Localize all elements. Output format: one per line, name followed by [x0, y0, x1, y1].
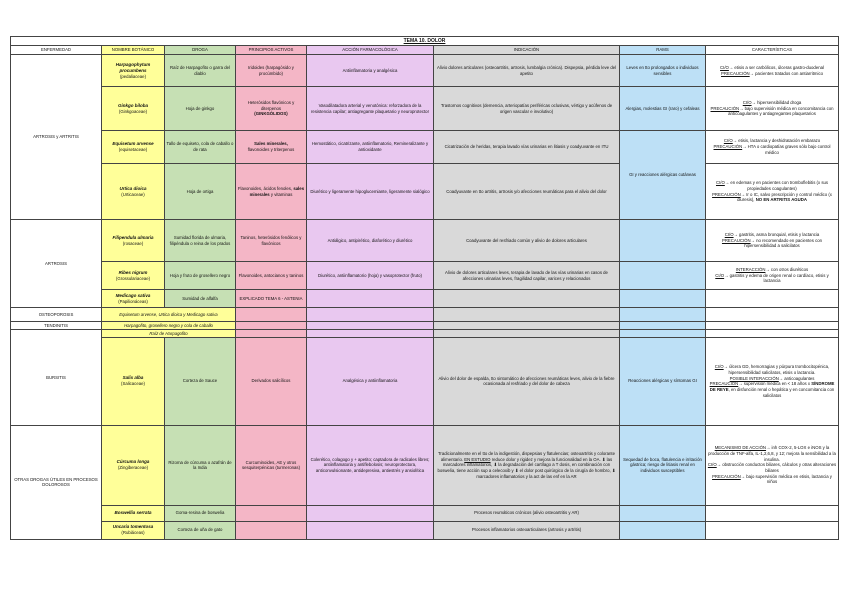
- principios-cell: [236, 505, 307, 521]
- botanical-name-cell: [102, 131, 165, 164]
- principios-cell: [236, 521, 307, 539]
- principios-cell: Taninos, heterósidos fenólicos y flavónicos: [236, 220, 307, 262]
- caracteristicas-cell: [706, 425, 839, 505]
- table-row: [11, 164, 839, 220]
- accion-cell: [307, 330, 434, 338]
- family-name: (Ginkgoaceae): [118, 108, 148, 114]
- car-text: → gastritis, asma bronquial, etisis y lactancia: [733, 231, 820, 237]
- principios-highlight: (GINKGÓLIDOS): [254, 111, 288, 117]
- family-name: (Rubiáceas): [121, 530, 145, 536]
- accion-cell: Antiinflamatoria y analgésica: [307, 55, 434, 87]
- species-name: Boswellia serrata: [114, 510, 152, 516]
- rams-cell: [620, 290, 706, 308]
- botanical-name-cell: [102, 55, 165, 87]
- car-text: → no recomendado en pacientes con hipersensibilidad a salicilatos: [744, 237, 823, 249]
- header-accion: ACCIÓN FARMACOLÓGICA: [307, 46, 434, 55]
- droga-cell: Tallo de equiseto, cola de caballo o de rata: [165, 131, 236, 164]
- header-principios-activos: PRINCIPIOS ACTIVOS: [236, 46, 307, 55]
- species-name: Salix alba: [122, 375, 144, 381]
- principios-cell: Curcuminoides, AE y otros sesquiterpénicas (turmeronas): [236, 425, 307, 505]
- car-text: → pacientes tratados con antiarritmico: [749, 70, 823, 76]
- warning-text: NO EN ARTRITIS AGUDA: [755, 197, 807, 203]
- table-row: [11, 290, 839, 308]
- estudio-label: EN ESTUDIO: [464, 456, 491, 462]
- table-row: [11, 131, 839, 164]
- indicacion-cell: Alivio dolores articulares (osteoartritis, artrosis, lumbalgia crónica). Dispepsia, pérdida leve del apetito: [434, 55, 620, 87]
- indicacion-cell: [434, 425, 620, 505]
- droga-cell: Sumidad de alfalfa: [165, 290, 236, 308]
- species-name: Harpagophytum procumbens: [115, 61, 151, 73]
- rams-cell: Reacciones alérgicas y síntomas GI: [620, 337, 706, 425]
- warning-text: SÍNDROME DE REYE: [709, 381, 835, 392]
- indicacion-cell: [434, 322, 620, 330]
- family-name: (Grossulariaceae): [115, 275, 151, 281]
- accion-cell: [307, 308, 434, 322]
- caracteristicas-cell: [706, 290, 839, 308]
- accion-cell: Colerético, colagogo y + apetito; captadora de radicales libres; antiinflamatoria y antiflebolosis; neuroprotectora, anticonvulsionante, antidepresiva, antiestrés y ansiolítica: [307, 425, 434, 505]
- rams-cell: [620, 521, 706, 539]
- rams-cell: [620, 330, 706, 338]
- principios-cell: Iridoides (harpagósido y procúmbido): [236, 55, 307, 87]
- group-osteoporosis: OSTEOPOROSIS: [11, 308, 102, 322]
- car-text: → bajo supervisión médica en concomitancia con anticoagulantes y antiagregantes plaquetarios: [728, 105, 834, 117]
- rams-cell: GI y reacciones alérgicas cutáneas: [620, 131, 706, 220]
- precaucion-label: PRECAUCIÓN: [721, 70, 750, 76]
- table-row: [11, 521, 839, 539]
- principios-highlight: Sales minerales,: [254, 141, 288, 147]
- principios-cell: [236, 131, 307, 164]
- rams-cell: Sequedad de boca, flatulencia e irritación gástrica; riesgo de litiasis renal en individuos susceptibles: [620, 425, 706, 505]
- dolor-table: [10, 36, 839, 540]
- family-name: (pedaliaceae): [119, 73, 147, 79]
- indicacion-cell: Procesos inflamatorios osteoarticulares (artrosis y artritis): [434, 521, 620, 539]
- rams-cell: [620, 308, 706, 322]
- header-droga: DROGA: [165, 46, 236, 55]
- precaucion-label: PRECAUCIÓN: [710, 105, 740, 111]
- header-enfermedad: ENFERMEDAD: [11, 46, 102, 55]
- droga-cell: Hoja y fruto de grosellero negro: [165, 262, 236, 290]
- accion-cell: [307, 322, 434, 330]
- precaucion-label: PRECAUCIÓN: [712, 473, 741, 479]
- tendinitis-plants: Harpagofito, grosellero negro y cola de caballo: [102, 322, 236, 330]
- table-row: [11, 505, 839, 521]
- car-text: → con otros diuréticos: [765, 266, 809, 272]
- caracteristicas-cell: [706, 330, 839, 338]
- interaccion-label: INTERACCIÓN: [735, 266, 766, 272]
- principios-cell: [236, 308, 307, 322]
- car-text: → supervisión médica en < 18 años x: [738, 381, 811, 387]
- botanical-name-cell: [102, 262, 165, 290]
- botanical-name-cell: [102, 220, 165, 262]
- botanical-name-cell: [102, 521, 165, 539]
- principios-cell: [236, 87, 307, 131]
- ci-label: CI/O: [707, 462, 717, 468]
- species-name: Uncaria tomentosa: [112, 524, 154, 530]
- indicacion-cell: Cicatrización de heridas, terapia lavado vías urinarias en litiasis y coadyuvante en ITU: [434, 131, 620, 164]
- car-text: → HTA o cardiopatías graves sólo bajo control médico: [742, 144, 831, 155]
- species-name: Ginkgo biloba: [118, 102, 148, 108]
- family-name: (Urticaceae): [121, 191, 145, 197]
- bursitis-plants: Raíz de Harpagofito: [102, 330, 236, 338]
- accion-cell: [307, 290, 434, 308]
- header-row: [11, 46, 839, 55]
- table-row: [11, 262, 839, 290]
- principios-text: Flavonoides, ácidos fenoles,: [237, 185, 293, 191]
- car-text: → Ir o IC, salvo prescripción y control médico (x diuresis),: [737, 191, 832, 203]
- header-rams: RAMS: [620, 46, 706, 55]
- accion-cell: Antiálgico, antipirético, diaforético y diurético: [307, 220, 434, 262]
- table-row: [11, 425, 839, 505]
- caracteristicas-cell: [706, 87, 839, 131]
- interaccion-label: POSIBLE INTERACCIÓN: [729, 375, 779, 381]
- indicacion-cell: [434, 290, 620, 308]
- indicacion-cell: Alivio de dolores articulares leves, terapia de lavado de las vías urinarias en casos de afecciones urinarias leves, fragilidad capilar, varices y relacionados: [434, 262, 620, 290]
- caracteristicas-cell: [706, 308, 839, 322]
- car-text: → bajo supervisión médica en etisis, lactancia y niños: [740, 473, 832, 485]
- family-name: (Salicaceae): [121, 381, 145, 387]
- accion-cell: Vasodilatadora arterial y venotónica: reforzadora de la resistencia capilar; antiagregante plaquetario y neuroprotector: [307, 87, 434, 131]
- precaucion-label: PRECAUCIÓN: [721, 237, 751, 243]
- accion-cell: [307, 521, 434, 539]
- family-name: (Zingiberaceae): [117, 465, 149, 471]
- ci-label: CI/O: [724, 231, 734, 237]
- species-name: Cúrcuma longa: [116, 459, 150, 465]
- droga-cell: Sumidad florida de ulmaria, filipéndula o reina de los prados: [165, 220, 236, 262]
- ci-label: CI/O: [742, 99, 752, 105]
- car-text: → inh COX-2, 5-LOX e iNOS y la producción de TNF-alfa, IL-1,2,6,8, y 12; mejora la sensibilidad a la insulina.: [708, 445, 836, 462]
- principios-cell: [236, 330, 307, 338]
- header-caracteristicas: CARACTERÍSTICAS: [706, 46, 839, 55]
- header-indicacion: INDICACIÓN: [434, 46, 620, 55]
- ci-label: CI/O: [715, 272, 725, 278]
- indicacion-cell: Procesos reumáticos crónicos (alivio osteoartritis y AR): [434, 505, 620, 521]
- caracteristicas-cell: [706, 131, 839, 164]
- droga-cell: Corteza de Sauce: [165, 337, 236, 425]
- precaucion-label: PRECAUCIÓN: [713, 144, 743, 150]
- indicacion-cell: Alivio del dolor de espalda, tto sintomático de afecciones reumáticas leves, alivio de la fiebre ocasionada al resfriado y del dolor de cabeza: [434, 337, 620, 425]
- ci-label: CI/O: [714, 364, 724, 370]
- caracteristicas-cell: [706, 262, 839, 290]
- principios-text: flavonoides y triterpenos: [247, 147, 295, 152]
- rams-cell: Leves en tto prolongados o individuos sensibles: [620, 55, 706, 87]
- table-title: TEMA 10. DOLOR: [11, 37, 839, 46]
- principios-cell: Derivados salicílicos: [236, 337, 307, 425]
- indicacion-text: reduce dolor y rigidez y mejora la funcionalidad en la OA. ⬇ las marcadores inflamatorios, ⬇ la degradación del cartílago a T dosis, en combinación con boswelia, tiene acción sup a celecoxib y ⬇ el dolor post quirúrgico de la cirugía de hombro, ⬇ marcadores inflamatorios y la act de las enf en la AR: [437, 456, 616, 479]
- ci-label: CI/O: [720, 64, 729, 70]
- principios-highlight: sales minerales: [249, 185, 305, 197]
- species-name: Equisetum arvense: [112, 141, 154, 147]
- principios-cell: Flavonoides, antocianos y taninos: [236, 262, 307, 290]
- car-text: → hipersensibilidad droga: [751, 99, 802, 105]
- mecanismo-label: MECANISMO DE ACCIÓN: [714, 445, 767, 451]
- caracteristicas-cell: [706, 164, 839, 220]
- caracteristicas-cell: [706, 521, 839, 539]
- rams-cell: [620, 322, 706, 330]
- indicacion-cell: [434, 330, 620, 338]
- ci-label: CI/O: [723, 138, 733, 144]
- indicacion-cell: [434, 308, 620, 322]
- indicacion-text: Tradicionalmente en el tto de la indigestión, dispepsias y flatulencias; osteoartritis y colorante alimentario.: [437, 450, 616, 462]
- rams-cell: [620, 262, 706, 290]
- table-row: [11, 87, 839, 131]
- osteoporosis-plants: Equisetum arvense, Urtica dioica y Medicago sativa: [102, 308, 236, 322]
- group-otras: OTRAS DROGAS ÚTILES EN PROCESOS DOLOROSOS: [11, 425, 102, 539]
- family-name: (Papilionáceas): [118, 298, 148, 304]
- botanical-name-cell: [102, 425, 165, 505]
- accion-cell: Analgésica y antiinflamatoria: [307, 337, 434, 425]
- car-text: → en edemas y en pacientes con tromboflebitis (x sus propiedades coagulantes): [724, 180, 829, 191]
- accion-cell: Hemostático, cicatrizante, antiinflamatorio, Remineralizante y antioxidante: [307, 131, 434, 164]
- species-name: Urtica dioica: [119, 185, 147, 191]
- indicacion-cell: Trastornos cognitivos (demencia, arteriopatías periféricas oclusivas, vértigo y acúfenos de origen vascular e involutivo): [434, 87, 620, 131]
- header-nombre-botanico: NOMBRE BOTÁNICO: [102, 46, 165, 55]
- droga-cell: Hoja de ginkgo: [165, 87, 236, 131]
- species-name: Filipendula ulmaria: [112, 234, 154, 240]
- principios-cell: EXPLICADO TEMA 6 - ASTENIA: [236, 290, 307, 308]
- car-text: → obstrucción conductos biliares, cálculos y otras alteraciones biliares: [716, 462, 837, 473]
- principios-text: Heterósidos flavónicos y diterpenos: [247, 99, 295, 111]
- species-name: Medicago sativa: [115, 292, 151, 298]
- caracteristicas-cell: [706, 220, 839, 262]
- table-row: [11, 322, 839, 330]
- group-artrosis-artritis: ARTROSIS y ARTRITIS: [11, 55, 102, 220]
- rams-cell: Alergias, molestias GI (raro) y cefaleas: [620, 87, 706, 131]
- droga-cell: Hoja de ortiga: [165, 164, 236, 220]
- table-row: [11, 220, 839, 262]
- droga-cell: Rizoma de cúrcuma o azafrán de la India: [165, 425, 236, 505]
- botanical-name-cell: [102, 337, 165, 425]
- botanical-name-cell: [102, 164, 165, 220]
- accion-cell: Diurético, antiinflamatorio (hoja) y vasoprotector (fruto): [307, 262, 434, 290]
- droga-cell: Raíz de Harpagofito o garra del diablo: [165, 55, 236, 87]
- indicacion-cell: Coadyuvante del resfriado común y alivio de dolores articulares: [434, 220, 620, 262]
- table-row: [11, 55, 839, 87]
- car-text: → gastritis y edema de origen renal o cardíaco, etisis y lactancia: [724, 272, 829, 284]
- accion-cell: Diurético y ligeramente hipoglucemiante, ligeramente sialógico: [307, 164, 434, 220]
- car-text: → anticoagulantes: [778, 375, 815, 381]
- precaucion-label: PRECAUCIÓN: [712, 191, 741, 197]
- table-row: [11, 308, 839, 322]
- group-tendinitis: TENDINITIS: [11, 322, 102, 330]
- principios-text: y vitaminas: [270, 191, 293, 197]
- group-bursitis: BURSITIS: [11, 330, 102, 426]
- principios-cell: [236, 164, 307, 220]
- rams-cell: [620, 220, 706, 262]
- caracteristicas-cell: [706, 322, 839, 330]
- car-text: , en disfunción renal o hepática y en concomitancia con salicilatos: [728, 386, 835, 398]
- indicacion-cell: Coadyuvante en tto artritis, artrosis y/o afecciones reumáticas para el alivio del dolor: [434, 164, 620, 220]
- droga-cell: Goma-resina de boswelia: [165, 505, 236, 521]
- precaucion-label: PRECAUCIÓN: [709, 381, 739, 387]
- botanical-name-cell: [102, 87, 165, 131]
- droga-cell: Corteza de uña de gato: [165, 521, 236, 539]
- botanical-name-cell: [102, 505, 165, 521]
- principios-cell: [236, 322, 307, 330]
- botanical-name-cell: [102, 290, 165, 308]
- caracteristicas-cell: [706, 55, 839, 87]
- table-row: [11, 337, 839, 425]
- group-artrosis: ARTROSIS: [11, 220, 102, 308]
- species-name: Ribes nigrum: [118, 269, 148, 275]
- caracteristicas-cell: [706, 337, 839, 425]
- car-text: → etisis, lactancia y deshidratación embarazo: [732, 138, 821, 144]
- accion-cell: [307, 505, 434, 521]
- ci-label: CI/O: [715, 180, 725, 186]
- title-row: [11, 37, 839, 46]
- car-text: → úlcera GD, hemorragias y púrpura trombocitopénica, hipersensibilidad salicilatos, etisis o lactancia.: [723, 364, 830, 375]
- rams-cell: [620, 505, 706, 521]
- car-text: → etisis a ser carbólicos, úlceras gastro-duodenal: [728, 64, 824, 70]
- table-row: [11, 330, 839, 338]
- caracteristicas-cell: [706, 505, 839, 521]
- family-name: (rosaceae): [122, 240, 144, 246]
- family-name: (equisetaceae): [118, 147, 148, 153]
